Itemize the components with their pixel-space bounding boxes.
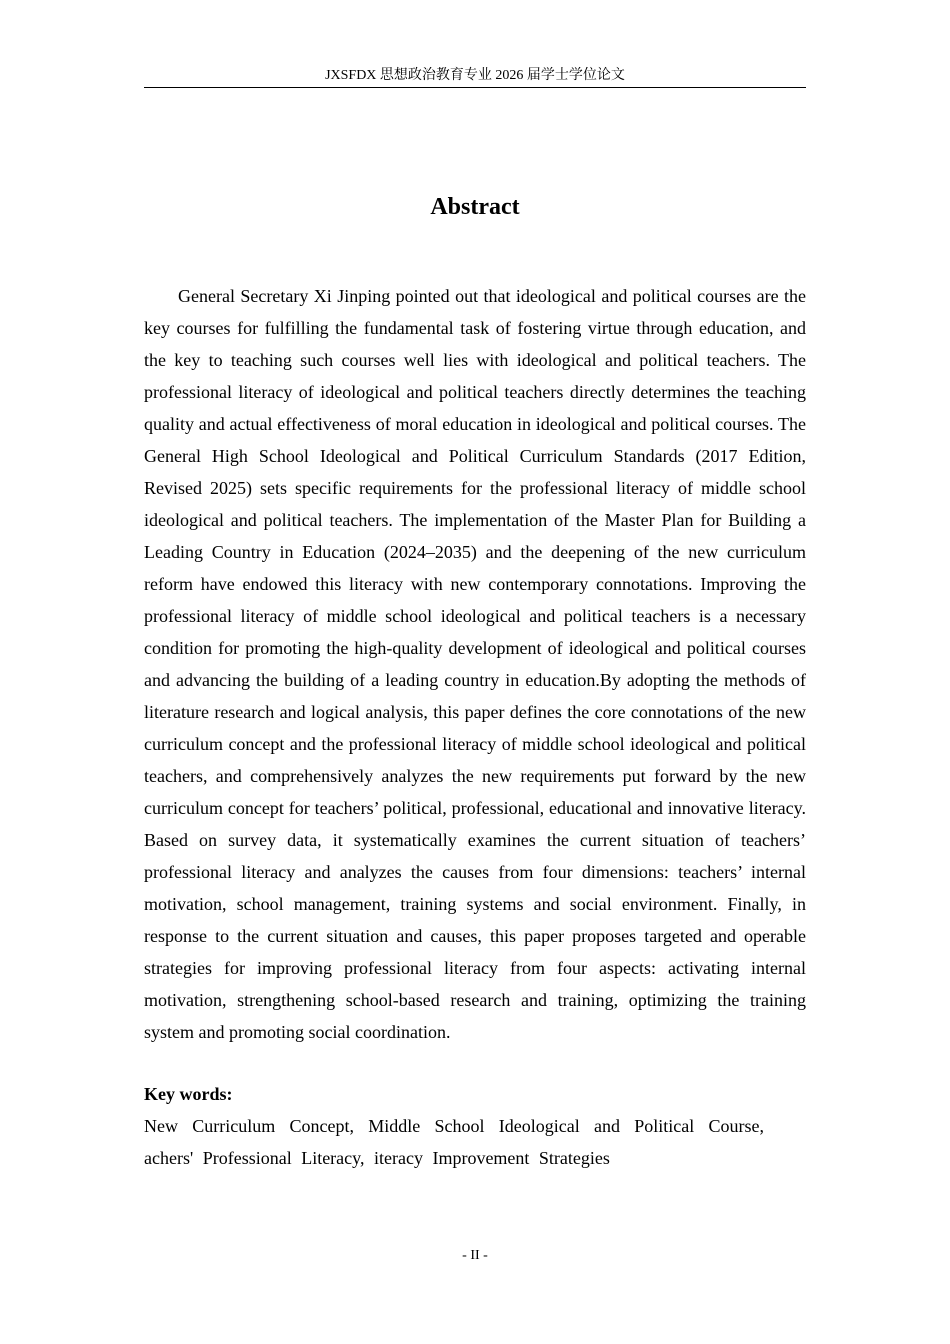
abstract-paragraph: General Secretary Xi Jinping pointed out that ideological and political courses are the key courses for fulfilling the fundamental task of fostering virtue through education, and the key to teaching such courses well lies with ideological and political teachers. The professional literacy of ideological and political teachers directly determines the teaching quality and actual effectiveness of moral education in ideological and political courses. The General High School Ideological and Political Curriculum Standards (2017 Edition, Revised 2025) sets specific requirements for the professional literacy of middle school ideological and political teachers. The implementation of the Master Plan for Building a Leading Country in Education (2024–2035) and the deepening of the new curriculum reform have endowed this literacy with new contemporary connotations. Improving the professional literacy of middle school ideological and political teachers is a necessary condition for promoting the high-quality development of ideological and political courses and advancing the building of a leading country in education.By adopting the methods of literature research and logical analysis, this paper defines the core connotations of the new curriculum concept and the professional literacy of middle school ideological and political teachers, and comprehensively analyzes the new requirements put forward by the new curriculum concept for teachers’ political, professional, educational and innovative literacy. Based on survey data, it systematically examines the current situation of teachers’ professional literacy and analyzes the causes from four dimensions: teachers’ internal motivation, school management, training systems and social environment. Finally, in response to the current situation and causes, this paper proposes targeted and operable strategies for improving professional literacy from four aspects: activating internal motivation, strengthening school-based research and training, optimizing the training system and promoting social coordination. <box>144 286 806 1042</box>
abstract-title: Abstract <box>430 194 520 220</box>
keywords-label: Key words: <box>144 1084 233 1104</box>
keywords-list: New Curriculum Concept, Middle School Ideological and Political Course, achers' Professional Literacy, iteracy Improvement Strategies <box>144 1116 764 1168</box>
header-rule <box>144 87 806 88</box>
page-number: - II - <box>462 1248 488 1263</box>
running-header: JXSFDX 思想政治教育专业 2026 届学士学位论文 <box>325 68 625 83</box>
